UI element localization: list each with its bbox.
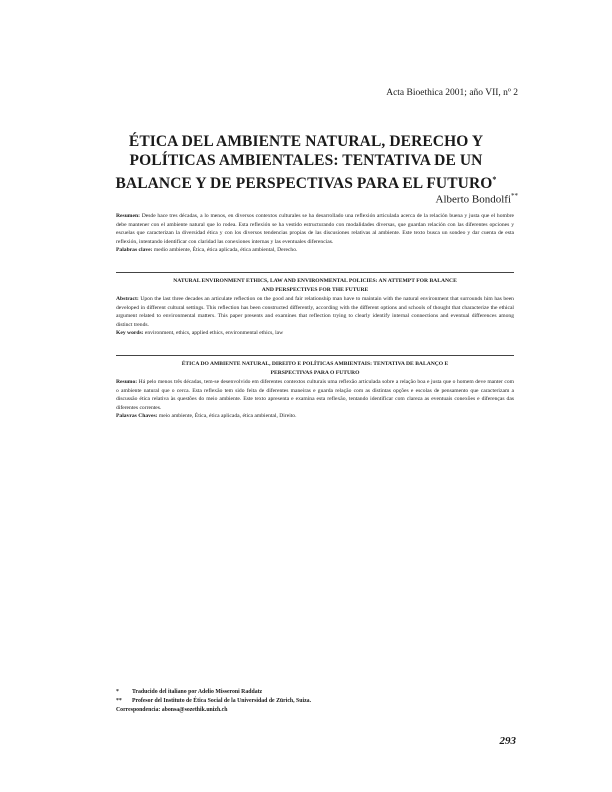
keywords-text: meio ambiente, Ética, ética aplicada, ética ambiental, Direito.	[158, 413, 297, 419]
title-line: POLÍTICAS AMBIENTALES: TENTATIVA DE UN	[129, 152, 483, 169]
abstract-text: Desde hace tres décadas, a lo menos, en diversos contextos culturales se ha desarrollado una reflexión articulada acerca de la relación buena y justa que el hombre debe mantener con el ambiente natural que lo rodea. Esta reflexión se ha vestido estructurando con modalidades diversas, que guardan relación con las diferentes opciones y escuelas que caracterizan la diversidad ética y con los diversos tendencias propias de las discusiones relativas al ambiente. Este texto busca un sondeo y dar cuenta de esta reflexión, intentando identificar con claridad las conexiones internas y las eventuales diferencias.	[116, 213, 514, 245]
author-footnote-mark: **	[511, 192, 518, 200]
footnote	[116, 688, 514, 697]
title-line: ÉTICA DEL AMBIENTE NATURAL, DERECHO Y	[128, 133, 484, 150]
keywords-label: Palavras Chaves:	[116, 413, 158, 419]
journal-header: Acta Bioethica 2001; año VII, nº 2	[386, 88, 518, 98]
portuguese-abstract	[116, 360, 514, 421]
keywords-text: environment, ethics, applied ethics, environmental ethics, law	[144, 330, 284, 336]
english-abstract	[116, 277, 514, 338]
divider	[116, 272, 514, 273]
author	[436, 192, 518, 206]
keywords-label: Key words:	[116, 330, 144, 336]
abstract-text: Há pelo menos três décadas, tem-se desenvolvido em diferentes contextos culturais uma reflexão articulada sobre a relação boa e justa que o homem deve manter com o ambiente natural que o cerca. Esta reflexão tem sido feita de diferentes maneiras e guarda relação com as distintas opções e escolas de pensamento que caracterizam a discussão ética relativa às questões do meio ambiente. Este texto apresenta e examina esta reflexão, tentando identificar com clareza as eventuais conexões e diferenças das diferentes correntes.	[116, 379, 514, 411]
abstract-text: Upon the last three decades an articulate reflection on the good and fair relationship man have to maintain with the natural environment that surrounds him has been developed in different cultural settings. This reflection has been constructed differently, according with the different options and schools of thought that characterize the ethical argument related to environmental matters. This paper presents and examines that reflection trying to clearly identify internal connections and eventual differences among distinct trends.	[116, 296, 514, 328]
divider	[116, 355, 514, 356]
abstract-label: Resumen:	[116, 213, 140, 219]
abstract-label: Resumo:	[116, 379, 138, 385]
footnotes	[116, 688, 514, 715]
title-line: BALANCE Y DE PERSPECTIVAS PARA EL FUTURO*	[115, 175, 497, 193]
english-title: NATURAL ENVIRONMENT ETHICS, LAW AND ENVIRONMENTAL POLICIES: AN ATTEMPT FOR BALANCE AND PERSPECTIVES FOR THE FUTURE	[173, 278, 457, 293]
spanish-abstract	[116, 212, 514, 255]
footnote-mark: *	[116, 689, 119, 695]
page-number: 293	[499, 735, 516, 747]
footnote-correspondence: Correspondencia: abonsa@sozethik.unizh.ch	[116, 707, 228, 713]
keywords-text: medio ambiente, Ética, ética aplicada, ética ambiental, Derecho.	[153, 247, 298, 253]
author-name: Alberto Bondolfi	[435, 193, 511, 206]
footnote-text: Traducido del italiano por Adelio Misseroni Raddatz	[132, 689, 263, 695]
abstract-label: Abstract:	[116, 296, 139, 302]
footnote-text: Profesor del Instituto de Ética Social de la Universidad de Zürich, Suiza.	[132, 698, 312, 704]
article-title	[100, 132, 512, 193]
keywords-label: Palabras clave:	[116, 247, 153, 253]
title-footnote-mark: *	[492, 175, 497, 184]
footnote-mark: **	[116, 698, 122, 704]
footnote	[116, 697, 514, 706]
portuguese-title: ÉTICA DO AMBIENTE NATURAL, DIREITO E POLÍTICAS AMBIENTAIS: TENTATIVA DE BALANÇO E PERSPECTIVAS PARA O FUTURO	[181, 361, 449, 376]
